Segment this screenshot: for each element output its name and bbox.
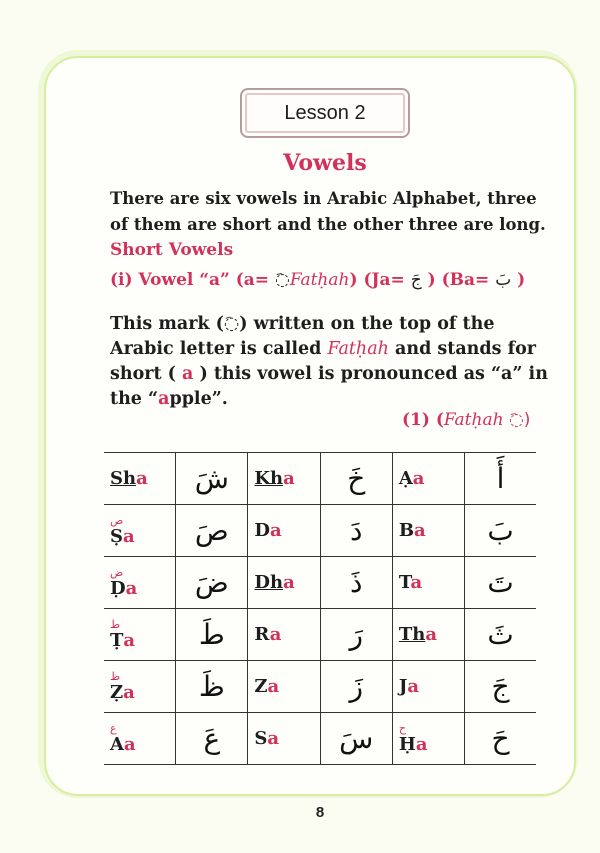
letter-vowel: a <box>283 468 295 489</box>
arabic-letter-cell: ظَ <box>176 661 248 713</box>
page-number: 8 <box>315 804 325 821</box>
short-vowels-heading: Short Vowels <box>110 240 234 260</box>
table-row <box>104 661 536 713</box>
letter-base: Ṣ <box>110 525 123 547</box>
fathah-mark: ◌َ <box>274 270 290 290</box>
letter-vowel: a <box>123 733 136 755</box>
letter-vowel: a <box>415 733 428 755</box>
para-part2: ) written on the top of the Arabic letter is called <box>110 314 495 359</box>
letters-table <box>104 452 536 765</box>
letter-hint: ط <box>110 617 121 631</box>
table-caption <box>402 410 530 430</box>
letter-base: D <box>254 520 270 541</box>
transliteration-cell <box>104 661 176 713</box>
transliteration-cell <box>248 505 320 557</box>
ja-arabic: جَ <box>410 270 422 290</box>
ba-close: ) <box>511 270 526 290</box>
letter-vowel: a <box>123 681 135 703</box>
letter-base: Kh <box>254 468 284 489</box>
ba-arabic: بَ <box>495 270 512 290</box>
letter-vowel: a <box>123 629 136 651</box>
transliteration-cell <box>104 609 176 661</box>
arabic-letter-cell: زَ <box>320 661 392 713</box>
letter-base: Dh <box>254 572 284 593</box>
table-row <box>104 505 536 557</box>
arabic-letter-cell: شَ <box>176 453 248 505</box>
letter-vowel: a <box>267 728 280 749</box>
para-part3: and stands for short ( <box>110 339 537 384</box>
letter-base: Ẓ <box>110 681 124 703</box>
arabic-letter-cell: سَ <box>320 713 392 765</box>
letter-base: Ḍ <box>110 577 126 599</box>
arabic-letter-cell: رَ <box>320 609 392 661</box>
table-row <box>104 453 536 505</box>
letter-vowel: a <box>414 520 426 541</box>
arabic-letter-cell: أَ <box>465 453 536 505</box>
arabic-letter-cell: ذَ <box>320 557 392 609</box>
para-fathah: Fatḥah <box>327 339 389 359</box>
ja-label: (Ja= <box>363 270 411 290</box>
letter-base: A <box>110 733 124 755</box>
letter-hint: ظ <box>110 669 121 683</box>
transliteration-cell <box>392 557 464 609</box>
para-part4: ) this vowel is pronounced as “a” in the “ <box>110 364 548 409</box>
transliteration-cell <box>248 661 320 713</box>
letter-base: Sh <box>110 468 137 489</box>
letter-vowel: a <box>125 577 138 599</box>
transliteration-cell <box>392 609 464 661</box>
letter-vowel: a <box>407 676 420 697</box>
arabic-letter-cell: ثَ <box>465 609 536 661</box>
letter-vowel: a <box>267 676 280 697</box>
letter-vowel: a <box>283 572 295 593</box>
letter-vowel: a <box>269 624 282 645</box>
letter-base: J <box>398 676 408 697</box>
letter-base: Th <box>398 624 426 645</box>
letter-vowel: a <box>136 468 148 489</box>
transliteration-cell <box>248 713 320 765</box>
letter-hint: ح <box>398 721 406 735</box>
letter-hint: ص <box>110 513 124 527</box>
transliteration-cell <box>392 713 464 765</box>
transliteration-cell <box>248 609 320 661</box>
vowel-line-prefix: (i) Vowel “a” (a= <box>110 270 275 290</box>
para-a: a <box>182 364 194 384</box>
arabic-letter-cell: تَ <box>465 557 536 609</box>
para-mark: ◌َ <box>223 314 240 334</box>
table-row <box>104 609 536 661</box>
fathah-explanation <box>110 312 550 412</box>
arabic-letter-cell: عَ <box>176 713 248 765</box>
letter-hint: ض <box>110 565 124 579</box>
arabic-letter-cell: جَ <box>465 661 536 713</box>
arabic-letter-cell: طَ <box>176 609 248 661</box>
lesson-label: Lesson 2 <box>284 101 366 124</box>
transliteration-cell <box>392 661 464 713</box>
transliteration-cell <box>104 505 176 557</box>
letter-vowel: a <box>412 468 425 489</box>
letter-base: T <box>398 572 411 593</box>
letter-base: Ạ <box>398 468 413 489</box>
arabic-letter-cell: صَ <box>176 505 248 557</box>
transliteration-cell <box>104 557 176 609</box>
para-apple-rest: pple”. <box>169 389 228 409</box>
transliteration-cell <box>248 557 320 609</box>
caption-mark: ◌َ) <box>503 410 531 430</box>
arabic-letter-cell: بَ <box>465 505 536 557</box>
page-title: Vowels <box>283 150 367 176</box>
lesson-badge <box>240 88 410 138</box>
caption-prefix: (1) ( <box>402 410 444 430</box>
arabic-letter-cell: دَ <box>320 505 392 557</box>
fathah-term: Fatḥah <box>289 270 350 290</box>
caption-fathah: Fatḥah <box>443 410 504 430</box>
transliteration-cell <box>392 505 464 557</box>
letter-base: Z <box>254 676 268 697</box>
letter-base: B <box>398 520 415 541</box>
transliteration-cell <box>248 453 320 505</box>
transliteration-cell <box>392 453 464 505</box>
transliteration-cell <box>104 453 176 505</box>
arabic-letter-cell: خَ <box>320 453 392 505</box>
vowel-line-close: ) <box>349 270 364 290</box>
letter-hint: ع <box>110 721 117 735</box>
intro-text: There are six vowels in Arabic Alphabet, three of them are short and the other three are long. <box>110 189 546 234</box>
vowel-definition-line <box>110 270 525 290</box>
ba-label: (Ba= <box>441 270 496 290</box>
letter-base: R <box>254 624 270 645</box>
para-part1: This mark ( <box>110 314 224 334</box>
para-apple-a: a <box>158 389 170 409</box>
ja-close: ) <box>421 270 442 290</box>
transliteration-cell <box>104 713 176 765</box>
letter-base: S <box>254 728 268 749</box>
letter-vowel: a <box>425 624 437 645</box>
table-row <box>104 713 536 765</box>
letter-vowel: a <box>410 572 423 593</box>
arabic-letter-cell: حَ <box>465 713 536 765</box>
arabic-letter-cell: ضَ <box>176 557 248 609</box>
table-row <box>104 557 536 609</box>
letter-base: Ḥ <box>398 733 416 755</box>
letter-vowel: a <box>123 525 135 547</box>
letter-vowel: a <box>269 520 282 541</box>
letter-base: Ṭ <box>110 629 124 651</box>
